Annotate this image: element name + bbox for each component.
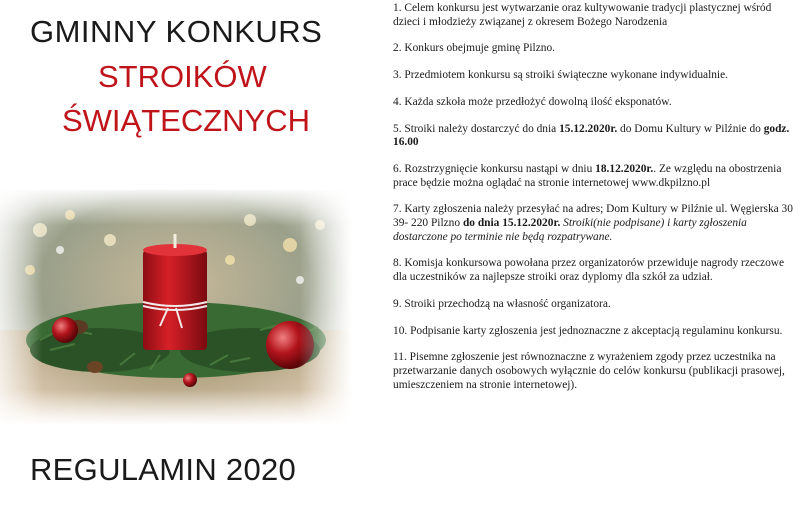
rule-5 — [393, 123, 798, 150]
rule-2-text: 2. Konkurs obejmuje gminę Pilzno. — [393, 42, 555, 55]
rule-5-time: godz. 16.00 — [393, 122, 790, 149]
rule-9-text: 9. Stroiki przechodzą na własność organizatora. — [393, 297, 611, 310]
rule-10-text: 10. Podpisanie karty zgłoszenia jest jednoznaczne z akceptacją regulaminu konkursu. — [393, 324, 783, 337]
heading-line-1: GMINNY KONKURS — [30, 14, 323, 49]
christmas-candle-photo — [0, 190, 352, 425]
rule-11 — [393, 351, 798, 392]
rule-4 — [393, 96, 798, 110]
rule-9 — [393, 298, 798, 312]
heading-line-2: STROIKÓW — [98, 59, 267, 94]
rule-1 — [393, 2, 798, 29]
left-panel — [0, 0, 370, 516]
rule-8 — [393, 257, 798, 284]
rule-7-note: Stroiki(nie podpisane) i karty zgłoszenia dostarczone po terminie nie będą rozpatrywane. — [393, 217, 747, 243]
rule-6-date: 18.12.2020r. — [595, 162, 654, 175]
regulation-title: REGULAMIN 2020 — [30, 452, 297, 487]
rules-list — [393, 2, 798, 405]
rule-2 — [393, 42, 798, 56]
heading-line-3: ŚWIĄTECZNYCH — [62, 103, 310, 138]
rule-8-text: 8. Komisja konkursowa powołana przez organizatorów przewiduje nagrody rzeczowe dla uczestników za najlepsze stroiki oraz dyplomy dla szkół za udział. — [393, 257, 785, 284]
rule-5-date: 15.12.2020r. — [559, 122, 618, 135]
rule-6-text-cont: . Ze względu na obostrzenia prace będzie można oglądać na stronie internetowej www.dkpilzno.pl — [393, 162, 782, 189]
rule-7 — [393, 203, 798, 244]
rule-6 — [393, 163, 798, 190]
rule-4-text: 4. Każda szkoła może przedłożyć dowolną ilość eksponatów. — [393, 95, 672, 108]
rule-7-deadline: do dnia 15.12.2020r. — [462, 217, 561, 230]
address-line-2: ul. Węgierska 30 — [715, 203, 793, 216]
rule-3-text: 3. Przedmiotem konkursu są stroiki świąteczne wykonane indywidualnie. — [393, 69, 729, 82]
rule-7-text: 7. Karty zgłoszenia należy przesyłać na adres; — [393, 203, 604, 216]
rule-11-text: 11. Pisemne zgłoszenie jest równoznaczne z wyrażeniem zgody przez uczestnika na przetwarzanie danych osobowych wyłącznie do celów konkursu (publikacji prasowej, umieszczeniem na stronie internetowej). — [393, 351, 785, 391]
address-line-3: 39- 220 Pilzno — [393, 217, 461, 230]
rule-3 — [393, 69, 798, 83]
rule-1-text: 1. Celem konkursu jest wytwarzanie oraz kultywowanie tradycji plastycznej wśród dzieci i młodzieży związanej z okresem Bożego Narodzenia — [393, 2, 772, 28]
rule-5-text-cont: do Domu Kultury w Pilźnie do — [617, 122, 764, 135]
address-line-1: Dom Kultury w Pilźnie — [606, 203, 713, 216]
rule-5-text: 5. Stroiki należy dostarczyć do dnia — [393, 122, 560, 135]
candle-wreath-illustration — [0, 190, 352, 425]
rule-6-text: 6. Rozstrzygnięcie konkursu nastąpi w dniu — [393, 162, 596, 175]
rule-10 — [393, 325, 798, 339]
